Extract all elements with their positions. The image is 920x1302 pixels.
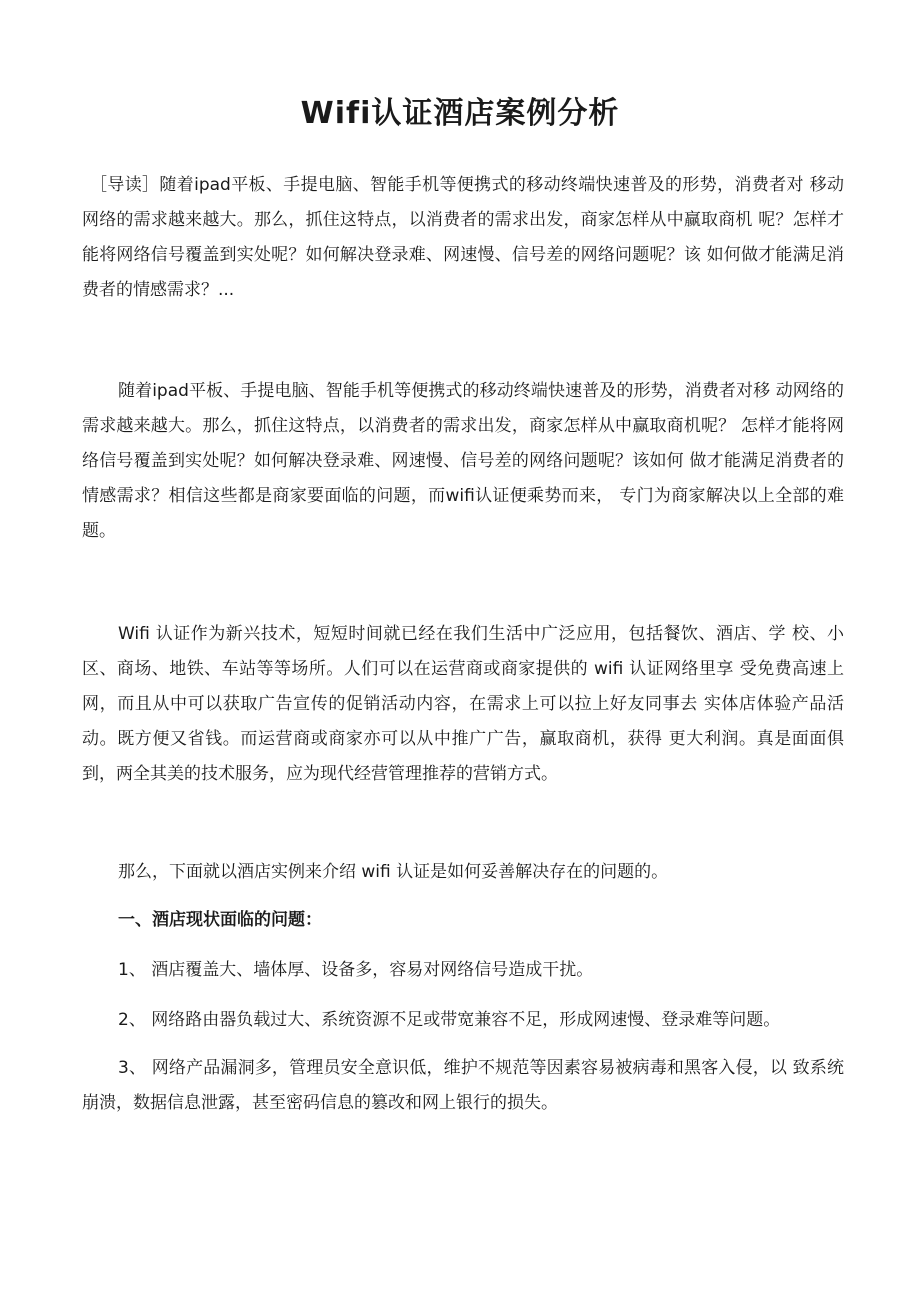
list-item: 1、 酒店覆盖大、墙体厚、设备多，容易对网络信号造成干扰。 <box>118 960 594 980</box>
list-item: 2、 网络路由器负载过大、系统资源不足或带宽兼容不足，形成网速慢、登录难等问题。 <box>118 1010 781 1030</box>
body-paragraph: Wifi 认证作为新兴技术，短短时间就已经在我们生活中广泛应用，包括餐饮、酒店、学 校、小区、商场、地铁、车站等等场所。人们可以在运营商或商家提供的 wifi 认证网络里享 受免费高速上网，而且从中可以获取广告宣传的促销活动内容，在需求上可以拉上好友同事去 实体店体验产品活动。既方便又省钱。而运营商或商家亦可以从中推广广告，赢取商机，获得 更大利润。真是面面俱到，两全其美的技术服务，应为现代经营管理推荐的营销方式。 <box>82 624 844 784</box>
list-item: 3、 网络产品漏洞多，管理员安全意识低，维护不规范等因素容易被病毒和黑客入侵，以 致系统崩溃，数据信息泄露，甚至密码信息的篡改和网上银行的损失。 <box>82 1058 844 1113</box>
page-title: Wifi认证酒店案例分析 <box>300 96 620 131</box>
section-heading: 一、酒店现状面临的问题： <box>118 910 322 930</box>
intro-paragraph: ［导读］随着ipad平板、手提电脑、智能手机等便携式的移动终端快速普及的形势，消费者对 移动网络的需求越来越大。那么，抓住这特点，以消费者的需求出发，商家怎样从中赢取商机 呢？怎样才能将网络信号覆盖到实处呢？如何解决登录难、网速慢、信号差的网络问题呢？该 如何做才能满足消费者的情感需求？... <box>82 175 844 300</box>
body-paragraph: 随着ipad平板、手提电脑、智能手机等便携式的移动终端快速普及的形势，消费者对移 动网络的需求越来越大。那么，抓住这特点，以消费者的需求出发，商家怎样从中赢取商机呢？ 怎样才能将网络信号覆盖到实处呢？如何解决登录难、网速慢、信号差的网络问题呢？该如何 做才能满足消费者的情感需求？相信这些都是商家要面临的问题，而wifi认证便乘势而来， 专门为商家解决以上全部的难题。 <box>82 381 844 541</box>
body-paragraph: 那么，下面就以酒店实例来介绍 wifi 认证是如何妥善解决存在的问题的。 <box>118 862 669 882</box>
